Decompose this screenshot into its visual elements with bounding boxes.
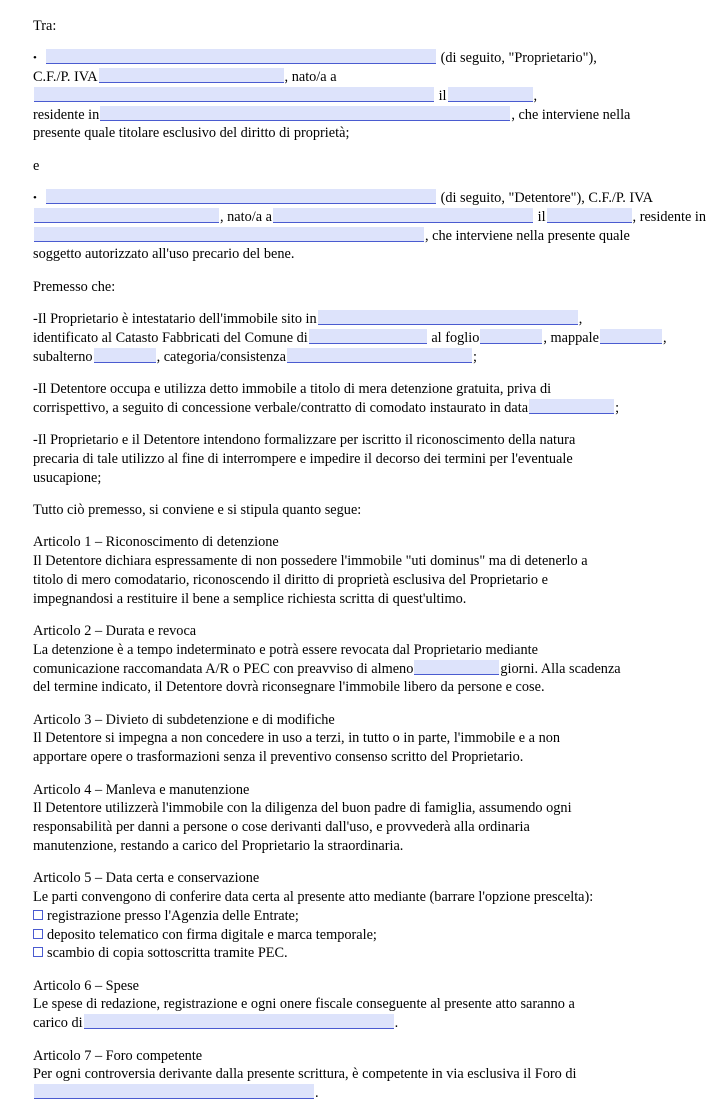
premise-intent-line-1: -Il Proprietario e il Detentore intendono formalizzare per iscritto il riconoscimento della natura	[33, 432, 576, 449]
premise-occupancy-line-2	[33, 399, 719, 418]
holder-cf-line	[33, 208, 719, 227]
premise-label: Premesso che:	[33, 278, 116, 295]
articolo-1	[33, 533, 719, 608]
premise-property	[33, 310, 719, 366]
owner-comma: ,	[533, 87, 538, 104]
checkbox-icon-scambio-pec[interactable]	[33, 947, 43, 957]
party-block-holder	[33, 189, 719, 264]
articolo-7-foro-after: .	[315, 1085, 319, 1102]
holder-name-line	[33, 189, 719, 208]
premise-occupancy-seg-2: corrispettivo, a seguito di concessione verbale/contratto di comodato instaurato in data	[33, 399, 529, 416]
party-block-owner	[33, 49, 719, 143]
articolo-2-line-3: del termine indicato, il Detentore dovrà riconsegnare l'immobile libero da persone e cose.	[33, 679, 545, 696]
owner-born-label: , nato/a a	[284, 69, 337, 86]
owner-birthplace-field[interactable]	[34, 87, 434, 102]
articolo-4	[33, 781, 719, 856]
premise-property-seg-1: -Il Proprietario è intestatario dell'immobile sito in	[33, 311, 317, 328]
checkbox-icon-agenzia-entrate[interactable]	[33, 910, 43, 920]
articolo-4-line-1: Il Detentore utilizzerà l'immobile con la diligenza del buon padre di famiglia, assumendo ogni	[33, 800, 572, 817]
property-foglio-field[interactable]	[480, 329, 542, 344]
articolo-6-carico-before: carico di	[33, 1015, 83, 1032]
owner-name-field[interactable]	[46, 49, 436, 64]
premise-property-line-2	[33, 329, 719, 348]
premise-property-seg-3: identificato al Catasto Fabbricati del Comune di	[33, 329, 308, 346]
articolo-4-line-2: responsabilità per danni a persone o cose derivanti dall'uso, e provvederà alla ordinaria	[33, 819, 530, 836]
holder-residence-field[interactable]	[34, 227, 424, 242]
articolo-6-line-2	[33, 1014, 719, 1033]
owner-resident-label: residente in	[33, 106, 100, 123]
holder-birthplace-field[interactable]	[273, 208, 533, 223]
premise-property-line-3	[33, 348, 719, 367]
checkbox-icon-deposito-telematico[interactable]	[33, 929, 43, 939]
premise-property-seg-5: , mappale	[543, 329, 599, 346]
option-scambio-pec[interactable]	[33, 944, 719, 963]
property-mappale-field[interactable]	[600, 329, 662, 344]
premise-occupancy-line-1: -Il Detentore occupa e utilizza detto immobile a titolo di mera detenzione gratuita, priva di	[33, 380, 552, 397]
articolo-2-line-1: La detenzione è a tempo indeterminato e potrà essere revocata dal Proprietario mediante	[33, 641, 538, 658]
holder-cf-field[interactable]	[34, 208, 219, 223]
property-address-field[interactable]	[318, 310, 578, 325]
articolo-6-carico-after: .	[394, 1015, 399, 1032]
articolo-7-title: Articolo 7 – Foro competente	[33, 1047, 203, 1064]
owner-tail-1: , che interviene nella	[511, 106, 631, 123]
articolo-6-line-1: Le spese di redazione, registrazione e ogni onere fiscale conseguente al presente atto saranno a	[33, 996, 575, 1013]
foro-competente-field[interactable]	[34, 1084, 314, 1099]
premise-occupancy	[33, 380, 719, 418]
owner-on-label: il	[438, 87, 447, 104]
premise-property-seg-9: ;	[472, 348, 477, 365]
property-categoria-field[interactable]	[287, 348, 472, 363]
conjunction-label: e	[33, 157, 40, 174]
articolo-5	[33, 869, 719, 963]
articolo-1-title: Articolo 1 – Riconoscimento di detenzione	[33, 534, 279, 551]
articolo-2-line-2	[33, 660, 719, 679]
owner-residence-field[interactable]	[100, 106, 510, 121]
intro-label: Tra:	[33, 18, 57, 34]
option-scambio-pec-label: scambio di copia sottoscritta tramite PEC.	[47, 945, 288, 962]
holder-name-field[interactable]	[46, 189, 436, 204]
option-agenzia-entrate[interactable]	[33, 907, 719, 926]
articolo-3-title: Articolo 3 – Divieto di subdetenzione e di modifiche	[33, 711, 335, 728]
articolo-3-line-2: apportare opere o trasformazioni senza il preventivo consenso scritto del Proprietario.	[33, 749, 524, 766]
articolo-2-preavviso-before: comunicazione raccomandata A/R o PEC con preavviso di almeno	[33, 660, 414, 677]
articolo-4-title: Articolo 4 – Manleva e manutenzione	[33, 781, 250, 798]
premise-property-seg-4: al foglio	[431, 329, 480, 346]
articolo-7	[33, 1047, 719, 1103]
option-agenzia-entrate-label: registrazione presso l'Agenzia delle Entrate;	[47, 907, 299, 924]
premise-property-line-1	[33, 310, 719, 329]
holder-name-suffix: (di seguito, "Detentore"), C.F./P. IVA	[440, 190, 653, 207]
articolo-4-line-3: manutenzione, restando a carico del Proprietario la straordinaria.	[33, 837, 404, 854]
owner-name-suffix: (di seguito, "Proprietario"),	[440, 50, 597, 67]
property-subalterno-field[interactable]	[94, 348, 156, 363]
articolo-1-line-3: impegnandosi a restituire il bene a semplice richiesta scritta di quest'ultimo.	[33, 590, 467, 607]
holder-residence-line	[33, 227, 719, 246]
holder-birthdate-field[interactable]	[547, 208, 632, 223]
premise-intent-line-3: usucapione;	[33, 469, 102, 486]
stipulation-line: Tutto ciò premesso, si conviene e si stipula quanto segue:	[33, 501, 362, 518]
option-deposito-telematico-label: deposito telematico con firma digitale e marca temporale;	[47, 926, 377, 943]
owner-residence-line	[33, 106, 719, 125]
owner-cf-field[interactable]	[99, 68, 284, 83]
articolo-1-line-1: Il Detentore dichiara espressamente di non possedere l'immobile "uti dominus" ma di detenerlo a	[33, 553, 588, 570]
articolo-3	[33, 711, 719, 767]
articolo-7-line-2	[33, 1084, 719, 1103]
holder-on-label: il	[537, 208, 546, 225]
articolo-1-line-2: titolo di mero comodatario, riconoscendo il diritto di proprietà esclusiva del Proprietario e	[33, 571, 548, 588]
articolo-6-title: Articolo 6 – Spese	[33, 977, 140, 994]
preavviso-giorni-field[interactable]	[414, 660, 499, 675]
occupancy-date-field[interactable]	[529, 399, 614, 414]
property-comune-field[interactable]	[309, 329, 427, 344]
premise-intent	[33, 431, 719, 487]
premise-occupancy-seg-3: ;	[615, 399, 620, 416]
premise-property-seg-7: subalterno	[33, 348, 93, 365]
articolo-5-title: Articolo 5 – Data certa e conservazione	[33, 870, 260, 887]
premise-property-seg-8: , categoria/consistenza	[156, 348, 286, 365]
bullet-marker-owner: •	[33, 52, 37, 65]
articolo-7-line-1: Per ogni controversia derivante dalla presente scrittura, è competente in via esclusiva il Foro di	[33, 1066, 577, 1083]
owner-name-line	[33, 49, 719, 68]
spese-carico-field[interactable]	[84, 1014, 394, 1029]
holder-resident-label: , residente in	[632, 208, 706, 225]
holder-born-label: , nato/a a	[220, 208, 273, 225]
holder-tail-1: , che interviene nella presente quale	[425, 227, 630, 244]
owner-tail-2: presente quale titolare esclusivo del diritto di proprietà;	[33, 125, 350, 142]
owner-cf-label: C.F./P. IVA	[33, 69, 98, 86]
articolo-2-title: Articolo 2 – Durata e revoca	[33, 622, 197, 639]
premise-intent-line-2: precaria di tale utilizzo al fine di interrompere e impedire il decorso dei termini per l'eventuale	[33, 450, 573, 467]
option-deposito-telematico[interactable]	[33, 926, 719, 945]
articolo-3-line-1: Il Detentore si impegna a non concedere in uso a terzi, in tutto o in parte, l'immobile e a non	[33, 730, 561, 747]
articolo-6	[33, 977, 719, 1033]
articolo-5-line-1: Le parti convengono di conferire data certa al presente atto mediante (barrare l'opzione prescelta):	[33, 888, 594, 905]
owner-birthdate-field[interactable]	[448, 87, 533, 102]
premise-property-seg-2: ,	[578, 311, 583, 328]
bullet-marker-holder: •	[33, 192, 37, 205]
owner-cf-line	[33, 68, 719, 106]
premise-property-seg-6: ,	[662, 329, 667, 346]
articolo-2-preavviso-after: giorni. Alla scadenza	[500, 660, 621, 677]
articolo-2	[33, 622, 719, 697]
holder-tail-2: soggetto autorizzato all'uso precario del bene.	[33, 246, 295, 263]
